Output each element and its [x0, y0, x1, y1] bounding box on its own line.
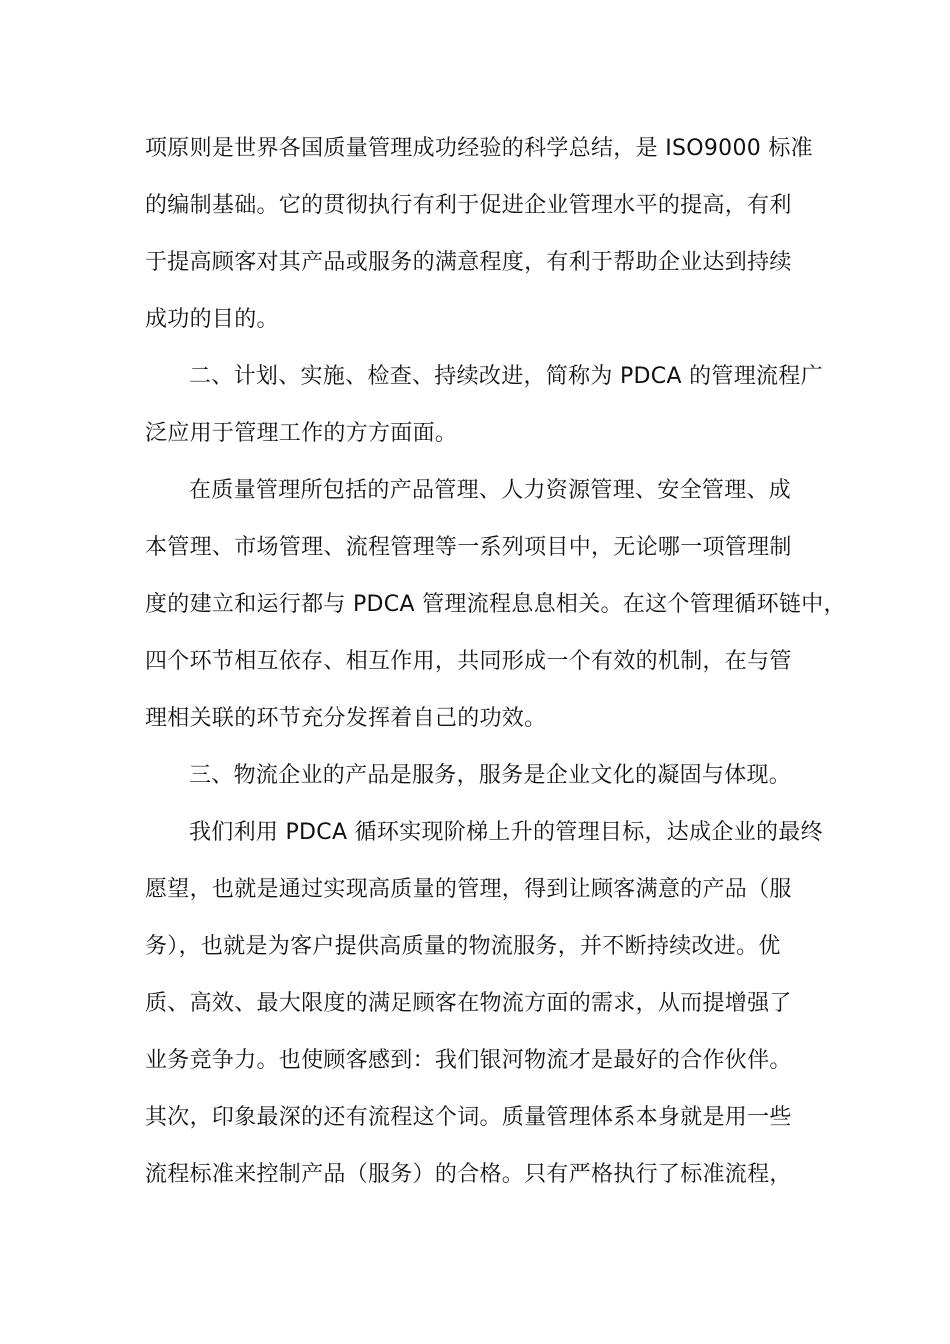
- text-line: 质、高效、最大限度的满足顾客在物流方面的需求，从而提增强了: [145, 991, 792, 1016]
- text-line: 本管理、市场管理、流程管理等一系列项目中，无论哪一项管理制: [145, 535, 792, 560]
- text-line: 二、计划、实施、检查、持续改进，简称为 PDCA 的管理流程广: [189, 364, 823, 389]
- text-line: 我们利用 PDCA 循环实现阶梯上升的管理目标，达成企业的最终: [189, 820, 823, 845]
- text-line: 的编制基础。它的贯彻执行有利于促进企业管理水平的提高，有利: [145, 193, 792, 218]
- document-body: [145, 120, 846, 1203]
- text-line: 三、物流企业的产品是服务，服务是企业文化的凝固与体现。: [189, 763, 792, 788]
- text-line: 成功的目的。: [145, 307, 279, 332]
- text-line: 务），也就是为客户提供高质量的物流服务，并不断持续改进。优: [145, 934, 781, 959]
- text-line: 其次，印象最深的还有流程这个词。质量管理体系本身就是用一些: [145, 1105, 792, 1130]
- text-line: 于提高顾客对其产品或服务的满意程度，有利于帮助企业达到持续: [145, 250, 792, 275]
- text-line: 四个环节相互依存、相互作用，共同形成一个有效的机制，在与管: [145, 649, 792, 674]
- text-line: 理相关联的环节充分发挥着自己的功效。: [145, 706, 547, 731]
- text-line: 愿望，也就是通过实现高质量的管理，得到让顾客满意的产品（服: [145, 877, 792, 902]
- text-line: 业务竞争力。也使顾客感到：我们银河物流才是最好的合作伙伴。: [145, 1048, 792, 1073]
- text-line: 流程标准来控制产品（服务）的合格。只有严格执行了标准流程，: [145, 1162, 792, 1187]
- text-line: 项原则是世界各国质量管理成功经验的科学总结，是 ISO9000 标准: [145, 136, 813, 161]
- text-line: 在质量管理所包括的产品管理、人力资源管理、安全管理、成: [189, 478, 792, 503]
- text-line: 泛应用于管理工作的方方面面。: [145, 421, 458, 446]
- text-line: 度的建立和运行都与 PDCA 管理流程息息相关。在这个管理循环链中，: [145, 592, 846, 617]
